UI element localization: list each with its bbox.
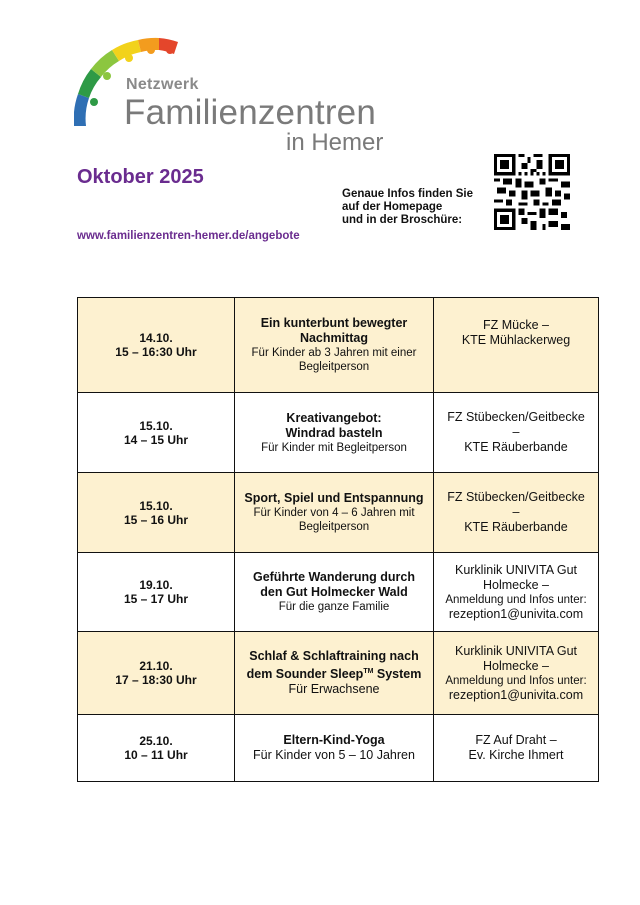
website-link[interactable]: www.familienzentren-hemer.de/angebote — [77, 230, 300, 242]
info-line: auf der Homepage — [342, 201, 443, 213]
event-location: KTE Mühlackerweg — [461, 333, 571, 347]
event-location: – — [512, 425, 520, 439]
event-time: 15 – 16:30 Uhr — [115, 345, 197, 359]
qr-code-icon[interactable] — [494, 154, 570, 230]
event-location: Holmecke – — [483, 577, 549, 592]
table-row — [78, 553, 599, 632]
event-audience: Begleitperson — [298, 361, 370, 373]
event-title: Windrad basteln — [285, 425, 383, 440]
event-title-part: dem Sounder Sleep — [246, 667, 364, 682]
event-title: Nachmittag — [299, 331, 369, 345]
event-audience: Für Kinder von 4 – 6 Jahren mit — [253, 507, 415, 519]
puzzle-piece-blue — [74, 94, 89, 126]
table-row — [78, 298, 599, 393]
logo-network-text: Netzwerk — [126, 76, 199, 93]
event-date: 15.10. — [139, 418, 173, 433]
event-location: KTE Räuberbande — [464, 520, 568, 534]
event-location: KTE Räuberbande — [464, 440, 568, 454]
location-cell — [434, 393, 599, 473]
date-cell — [78, 393, 235, 473]
logo-org-text: Familienzentren — [124, 93, 376, 132]
event-location: FZ Stübecken/Geitbecke — [447, 410, 585, 424]
event-audience: Für Kinder mit Begleitperson — [261, 441, 407, 454]
events-table — [77, 297, 599, 782]
event-email[interactable]: rezeption1@univita.com — [448, 687, 584, 702]
event-date: 21.10. — [139, 659, 173, 673]
event-cell — [235, 715, 434, 782]
table-row — [78, 715, 599, 782]
table-row — [78, 393, 599, 473]
date-cell — [78, 632, 235, 715]
event-cell — [235, 553, 434, 632]
event-time: 15 – 17 Uhr — [123, 592, 189, 606]
logo — [74, 36, 414, 166]
event-date: 15.10. — [139, 498, 173, 513]
event-cell — [235, 393, 434, 473]
table-row — [78, 632, 599, 715]
event-location: Holmecke – — [483, 658, 549, 673]
event-time: 10 – 11 Uhr — [124, 748, 188, 762]
location-cell — [434, 473, 599, 553]
location-cell — [434, 553, 599, 632]
event-title: Ein kunterbunt bewegter — [260, 316, 408, 330]
event-location: Kurklinik UNIVITA Gut — [454, 643, 578, 658]
event-time: 14 – 15 Uhr — [123, 432, 189, 447]
event-cell — [235, 473, 434, 553]
event-date: 19.10. — [139, 578, 173, 592]
event-cell — [235, 298, 434, 393]
event-title: Schlaf & Schlaftraining nach — [249, 648, 419, 663]
event-title: Sport, Spiel und Entspannung — [244, 491, 424, 505]
location-cell — [434, 632, 599, 715]
date-cell — [78, 298, 235, 393]
event-title-part: System — [373, 667, 422, 682]
info-line: und in der Broschüre: — [342, 214, 463, 226]
location-cell — [434, 715, 599, 782]
event-location: Kurklinik UNIVITA Gut — [454, 562, 578, 577]
event-location: FZ Auf Draht – — [475, 733, 557, 747]
event-audience: Begleitperson — [298, 521, 370, 533]
logo-city-text: in Hemer — [286, 129, 384, 156]
event-time: 15 – 16 Uhr — [123, 512, 189, 527]
info-text — [342, 188, 473, 227]
event-location: Anmeldung und Infos unter: — [445, 593, 587, 606]
event-location: FZ Stübecken/Geitbecke — [447, 490, 585, 504]
event-date: 25.10. — [139, 734, 173, 748]
event-title: Geführte Wanderung durch — [252, 570, 416, 584]
event-audience: Für Kinder von 5 – 10 Jahren — [253, 748, 415, 762]
event-title: Eltern-Kind-Yoga — [283, 733, 385, 747]
event-location: FZ Mücke – — [483, 318, 549, 332]
event-title — [238, 664, 430, 682]
event-time: 17 – 18:30 Uhr — [115, 673, 197, 687]
event-title: den Gut Holmecker Wald — [260, 585, 408, 599]
event-location: – — [512, 505, 520, 519]
page-title: Oktober 2025 — [77, 166, 204, 188]
event-date: 14.10. — [139, 331, 173, 345]
event-location: Anmeldung und Infos unter: — [445, 674, 587, 687]
event-audience: Für die ganze Familie — [278, 601, 390, 613]
event-title: Kreativangebot: — [286, 410, 382, 425]
event-audience: Für Kinder ab 3 Jahren mit einer — [251, 347, 417, 359]
trademark-sup: TM — [363, 667, 374, 675]
date-cell — [78, 473, 235, 553]
date-cell — [78, 715, 235, 782]
event-audience: Für Erwachsene — [288, 682, 380, 697]
info-line: Genaue Infos finden Sie — [342, 188, 473, 200]
event-location: Ev. Kirche Ihmert — [468, 748, 564, 762]
date-cell — [78, 553, 235, 632]
event-email[interactable]: rezeption1@univita.com — [448, 606, 584, 621]
table-row — [78, 473, 599, 553]
location-cell — [434, 298, 599, 393]
event-cell — [235, 632, 434, 715]
